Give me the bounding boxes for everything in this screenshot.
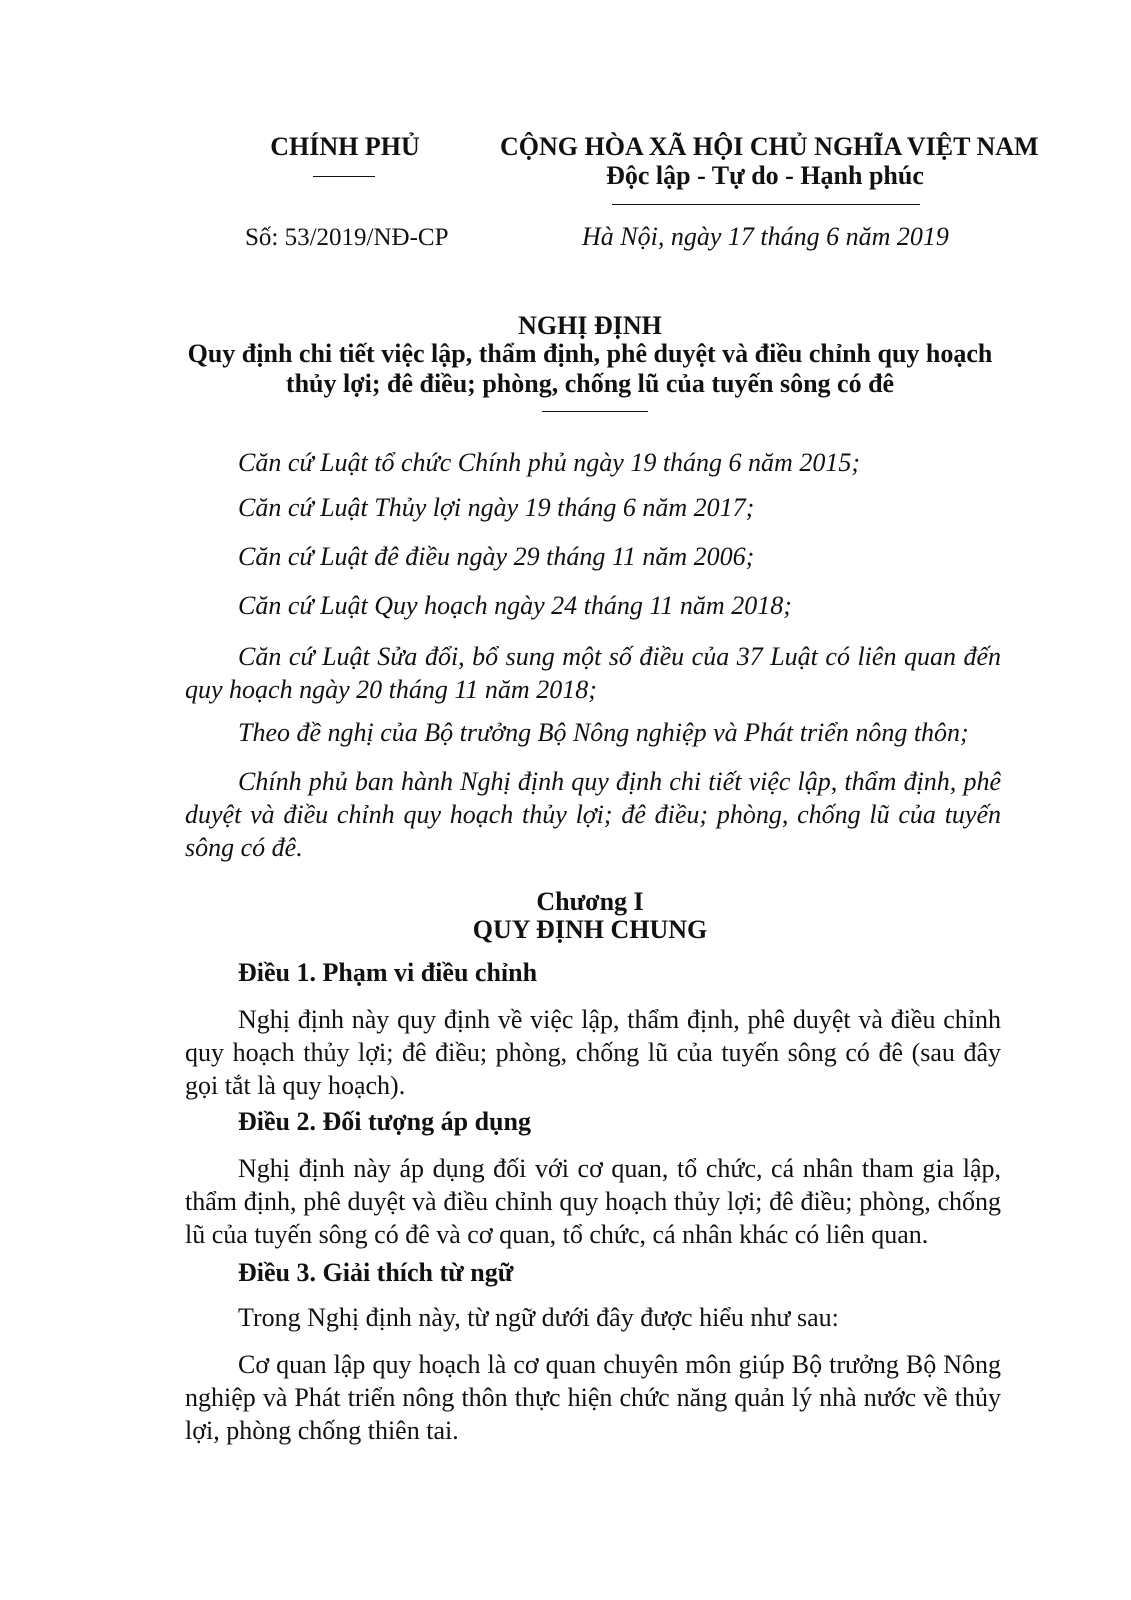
preamble-promulgation: Chính phủ ban hành Nghị định quy định chi tiết việc lập, thẩm định, phê duyệt và điều chỉnh quy hoạch thủy lợi; đê điều; phòng, chống lũ của tuyến sông có đê. — [185, 767, 1001, 862]
article-3-intro: Trong Nghị định này, từ ngữ dưới đây được hiểu như sau: — [238, 1303, 839, 1332]
preamble-basis-2: Căn cứ Luật Thủy lợi ngày 19 tháng 6 năm 2017; — [238, 493, 755, 522]
article-3-definition: Cơ quan lập quy hoạch là cơ quan chuyên môn giúp Bộ trưởng Bộ Nông nghiệp và Phát triển nông thôn thực hiện chức năng quản lý nhà nước về thủy lợi, phòng chống thiên tai. — [185, 1350, 1001, 1445]
preamble-proposal: Theo đề nghị của Bộ trưởng Bộ Nông nghiệp và Phát triển nông thôn; — [238, 718, 969, 747]
preamble-basis-4: Căn cứ Luật Quy hoạch ngày 24 tháng 11 năm 2018; — [238, 591, 792, 620]
article-3-heading: Điều 3. Giải thích từ ngữ — [238, 1258, 514, 1287]
national-motto: Độc lập - Tự do - Hạnh phúc — [606, 161, 924, 190]
motto-underline — [612, 204, 920, 205]
article-2-heading: Điều 2. Đối tượng áp dụng — [238, 1107, 531, 1136]
place-and-date: Hà Nội, ngày 17 tháng 6 năm 2019 — [582, 222, 949, 251]
preamble-basis-5: Căn cứ Luật Sửa đổi, bổ sung một số điều của 37 Luật có liên quan đến quy hoạch ngày 20 tháng 11 năm 2018; — [185, 642, 1001, 704]
title-underline — [542, 411, 648, 412]
document-subtitle-line1: Quy định chi tiết việc lập, thẩm định, phê duyệt và điều chỉnh quy hoạch — [187, 339, 993, 368]
national-title: CỘNG HÒA XÃ HỘI CHỦ NGHĨA VIỆT NAM — [500, 132, 1039, 161]
chapter-name: QUY ĐỊNH CHUNG — [472, 915, 708, 944]
document-type: NGHỊ ĐỊNH — [518, 311, 662, 340]
document-subtitle-line2: thủy lợi; đê điều; phòng, chống lũ của tuyến sông có đê — [285, 369, 895, 398]
issuing-agency: CHÍNH PHỦ — [270, 132, 420, 161]
article-2-paragraph: Nghị định này áp dụng đối với cơ quan, tổ chức, cá nhân tham gia lập, thẩm định, phê duyệt và điều chỉnh quy hoạch thủy lợi; đê điều; phòng, chống lũ của tuyến sông có đê và cơ quan, tổ chức, cá nhân khác có liên quan. — [185, 1154, 1001, 1249]
preamble-basis-3: Căn cứ Luật đê điều ngày 29 tháng 11 năm 2006; — [238, 542, 755, 571]
preamble-basis-1: Căn cứ Luật tổ chức Chính phủ ngày 19 tháng 6 năm 2015; — [238, 448, 860, 477]
agency-underline — [313, 176, 375, 177]
article-1-heading: Điều 1. Phạm vi điều chỉnh — [238, 958, 538, 987]
article-1-paragraph: Nghị định này quy định về việc lập, thẩm định, phê duyệt và điều chỉnh quy hoạch thủy lợi; đê điều; phòng, chống lũ của tuyến sông có đê (sau đây gọi tắt là quy hoạch). — [185, 1005, 1001, 1100]
document-number: Số: 53/2019/NĐ-CP — [245, 224, 449, 251]
chapter-number: Chương I — [536, 887, 644, 916]
